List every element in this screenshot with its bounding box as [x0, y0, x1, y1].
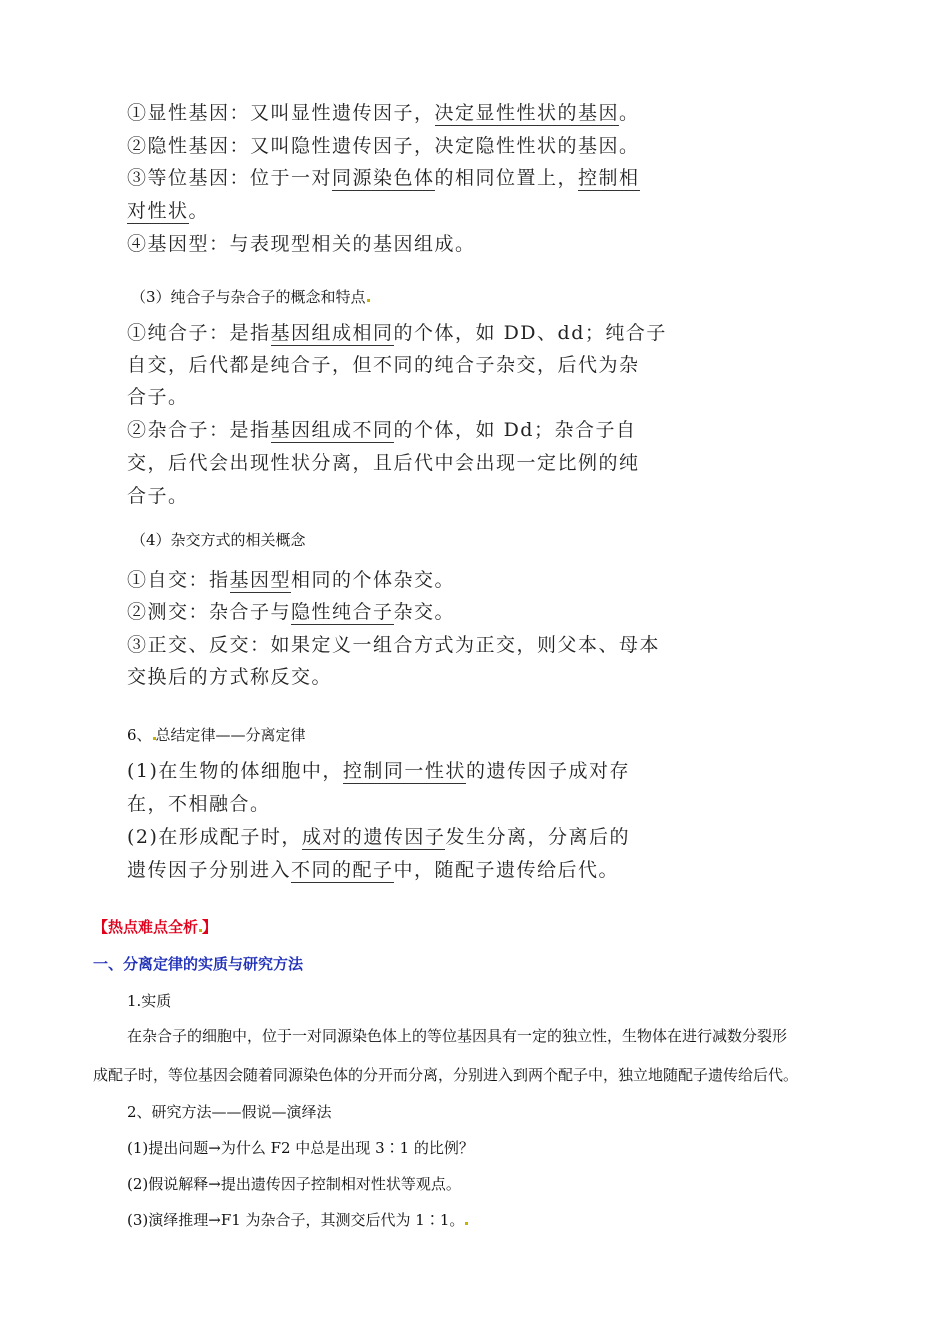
- underlined-text: 隐性纯合子: [291, 601, 394, 623]
- text: 杂交。: [393, 601, 456, 623]
- method-subtitle: 2、研究方法——假说—演绎法: [127, 1103, 332, 1121]
- underlined-text: 不同的配子: [291, 859, 394, 881]
- text: ①自交：指: [127, 569, 230, 591]
- text: 。: [619, 102, 640, 124]
- essence-subtitle: 1.实质: [127, 992, 172, 1010]
- text: 发生分离，分离后的: [445, 826, 630, 848]
- underlined-text: 决定显性性状的基因: [434, 102, 620, 124]
- law-line-2: 在，不相融合。: [127, 793, 271, 815]
- text: ②杂合子：是指: [127, 419, 271, 441]
- dot-mark: [465, 1222, 468, 1225]
- part-1-title: 一、分离定律的实质与研究方法: [93, 955, 304, 973]
- section-3-heading: [131, 286, 370, 307]
- allele-line: [127, 163, 640, 190]
- homozygote-line: [127, 318, 667, 345]
- text: 中，随配子遗传给后代。: [393, 859, 620, 881]
- method-step-2: (2)假说解释→提出遗传因子控制相对性状等观点。: [127, 1175, 461, 1193]
- heading-text: （3）纯合子与杂合子的概念和特点: [131, 288, 366, 306]
- essence-paragraph-2: 成配子时，等位基因会随着同源染色体的分开而分离，分别进入到两个配子中，独立地随配子遗传给后代。: [93, 1066, 799, 1084]
- law-line-3: [127, 822, 630, 849]
- text: 。: [188, 200, 210, 222]
- heterozygote-line-3: 合子。: [127, 485, 189, 507]
- text: ②测交：杂合子与: [127, 601, 292, 623]
- heading-text: 总结定律——分离定律: [155, 726, 306, 744]
- text: 的遗传因子成对存: [465, 760, 630, 782]
- text: 的相同位置上，: [434, 167, 579, 189]
- underlined-text: 同源染色体: [332, 167, 435, 189]
- testcross-line: [127, 597, 455, 624]
- essence-paragraph-1: 在杂合子的细胞中，位于一对同源染色体上的等位基因具有一定的独立性，生物体在进行减数分裂形: [127, 1027, 788, 1045]
- method-step-1: (1)提出问题→为什么 F2 中总是出现 3∶1 的比例？: [127, 1139, 474, 1157]
- analysis-title: [93, 916, 217, 937]
- genotype-line: ④基因型：与表现型相关的基因组成。: [127, 233, 476, 255]
- law-line-1: [127, 756, 630, 783]
- text: (1)在生物的体细胞中，: [127, 760, 343, 782]
- text: 的个体，如 DD、dd；纯合子: [393, 322, 667, 344]
- heterozygote-line-2: 交，后代会出现性状分离，且后代中会出现一定比例的纯: [127, 452, 640, 474]
- underlined-text: 对性状: [127, 200, 189, 222]
- recessive-gene-line: ②隐性基因：又叫隐性遗传因子，决定隐性性状的基因。: [127, 135, 640, 157]
- text: (2)在形成配子时，: [127, 826, 302, 848]
- text: 遗传因子分别进入: [127, 859, 292, 881]
- section-6-heading: [127, 724, 306, 745]
- underlined-text: 成对的遗传因子: [301, 826, 446, 848]
- reciprocal-cross-line: ③正交、反交：如果定义一组合方式为正交，则父本、母本: [127, 634, 661, 656]
- text: ①纯合子：是指: [127, 322, 271, 344]
- law-line-4: [127, 855, 619, 882]
- dot-mark: [367, 299, 370, 302]
- reciprocal-cross-line-2: 交换后的方式称反交。: [127, 666, 333, 688]
- underlined-text: 基因组成相同: [270, 322, 394, 344]
- text: 的个体，如 Dd；杂合子自: [393, 419, 637, 441]
- title-bracket: 】: [202, 918, 218, 936]
- heterozygote-line: [127, 415, 636, 442]
- text: ③等位基因：位于一对: [127, 167, 333, 189]
- method-step-3: [127, 1209, 468, 1230]
- heading-number: 6、: [127, 726, 152, 744]
- underlined-text: 控制同一性状: [342, 760, 466, 782]
- underlined-text: 基因型: [229, 569, 292, 591]
- underlined-text: 基因组成不同: [270, 419, 394, 441]
- homozygote-line-3: 合子。: [127, 386, 189, 408]
- selfing-line: [127, 565, 455, 592]
- title-text: 【热点难点全析: [93, 918, 199, 936]
- homozygote-line-2: 自交，后代都是纯合子，但不同的纯合子杂交，后代为杂: [127, 354, 640, 376]
- text: 相同的个体杂交。: [291, 569, 456, 591]
- dominant-gene-line: [127, 98, 640, 125]
- allele-line-2: [127, 196, 209, 223]
- underlined-text: 控制相: [578, 167, 640, 189]
- section-4-heading: （4）杂交方式的相关概念: [131, 531, 306, 549]
- text: ①显性基因：又叫显性遗传因子，: [127, 102, 435, 124]
- step-text: (3)演绎推理→F1 为杂合子，其测交后代为 1∶1。: [127, 1211, 465, 1229]
